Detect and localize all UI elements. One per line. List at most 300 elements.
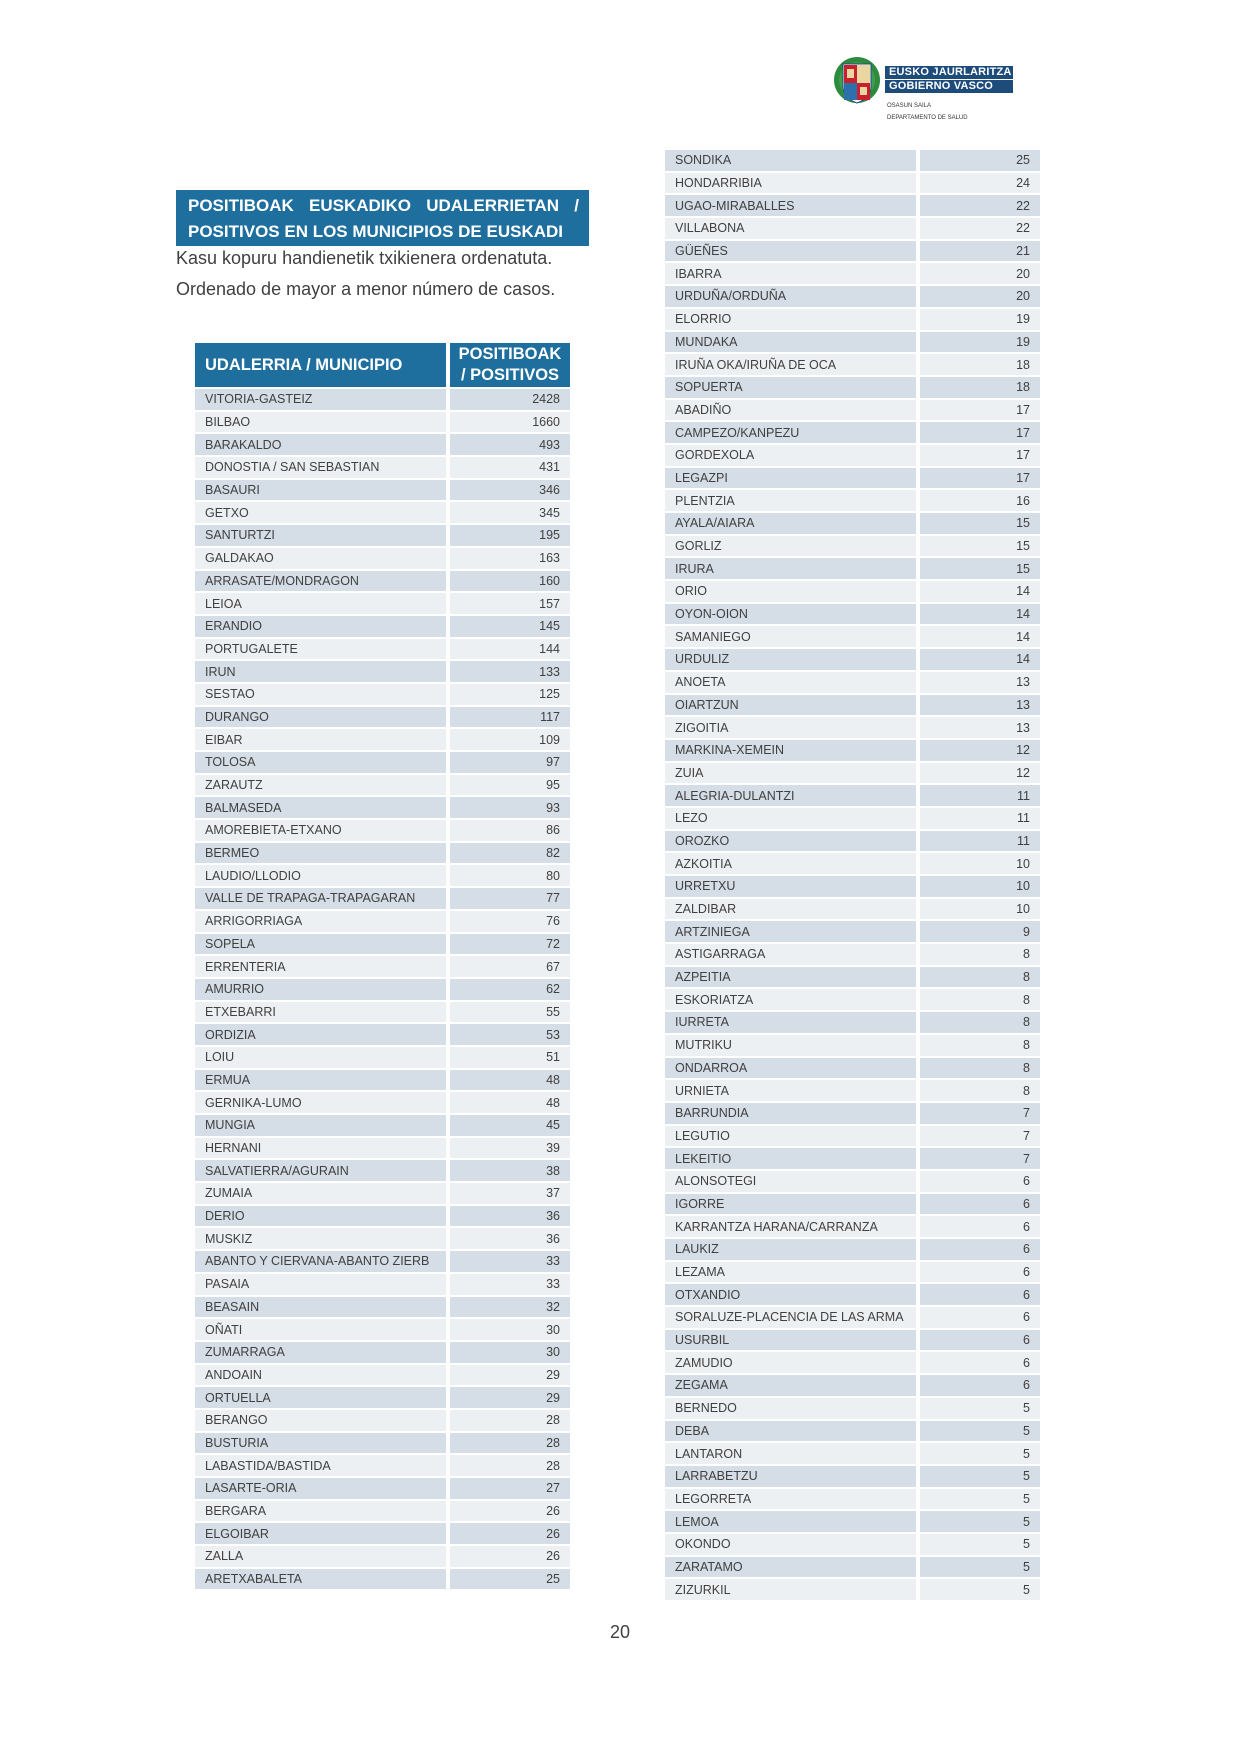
table-row [195,502,570,525]
table-row [195,1183,570,1206]
municipality-name: DONOSTIA / SAN SEBASTIAN [195,457,450,480]
municipality-name: HERNANI [195,1138,450,1161]
positive-count: 72 [450,934,570,957]
table-header-row [195,343,570,389]
municipality-name: SALVATIERRA/AGURAIN [195,1160,450,1183]
table-body-left [195,389,570,1591]
municipality-name: SOPELA [195,934,450,957]
municipality-name: OÑATI [195,1319,450,1342]
municipality-name: ABANTO Y CIERVANA-ABANTO ZIERB [195,1251,450,1274]
table-row [665,1579,1040,1602]
positive-count: 10 [920,876,1040,899]
positive-count: 5 [920,1534,1040,1557]
municipality-name: BERANGO [195,1410,450,1433]
positive-count: 493 [450,434,570,457]
municipality-name: LOIU [195,1047,450,1070]
table-row [195,1433,570,1456]
basque-government-emblem-icon [833,56,881,108]
table-row [665,1398,1040,1421]
positive-count: 30 [450,1319,570,1342]
municipality-name: SESTAO [195,684,450,707]
positive-count: 80 [450,865,570,888]
positive-count: 14 [920,649,1040,672]
positive-count: 6 [920,1216,1040,1239]
municipality-name: AMOREBIETA-ETXANO [195,820,450,843]
municipality-name: IURRETA [665,1012,920,1035]
positive-count: 6 [920,1171,1040,1194]
positive-count: 10 [920,853,1040,876]
municipality-name: LEZAMA [665,1262,920,1285]
positive-count: 12 [920,740,1040,763]
municipality-name: EIBAR [195,729,450,752]
table-row [665,400,1040,423]
table-row [665,967,1040,990]
municipality-name: AZKOITIA [665,853,920,876]
table-row [665,558,1040,581]
positive-count: 6 [920,1239,1040,1262]
table-row [665,876,1040,899]
positive-count: 25 [920,150,1040,173]
positive-count: 45 [450,1115,570,1138]
municipality-name: SOPUERTA [665,377,920,400]
municipality-name: AYALA/AIARA [665,513,920,536]
table-row [665,1194,1040,1217]
section-title-line-spanish: POSITIVOS EN LOS MUNICIPIOS DE EUSKADI [188,222,563,241]
positive-count: 55 [450,1002,570,1025]
municipality-name: BALMASEDA [195,797,450,820]
logo-department [887,100,968,124]
positive-count: 125 [450,684,570,707]
positive-count: 8 [920,944,1040,967]
table-row [195,1501,570,1524]
positive-count: 14 [920,604,1040,627]
table-row [195,1342,570,1365]
municipality-name: BEASAIN [195,1297,450,1320]
positive-count: 5 [920,1421,1040,1444]
table-row [195,934,570,957]
municipality-name: SAMANIEGO [665,626,920,649]
table-row [195,593,570,616]
municipality-name: AMURRIO [195,979,450,1002]
municipality-name: BUSTURIA [195,1433,450,1456]
positive-count: 22 [920,195,1040,218]
municipality-name: IBARRA [665,263,920,286]
positive-count: 11 [920,831,1040,854]
section-title-line-basque: POSITIBOAK EUSKADIKO UDALERRIETAN / [188,196,579,215]
municipality-name: ZEGAMA [665,1375,920,1398]
municipality-name: URDUÑA/ORDUÑA [665,286,920,309]
municipality-name: ORTUELLA [195,1387,450,1410]
municipality-name: ARETXABALETA [195,1569,450,1592]
table-row [195,1455,570,1478]
positive-count: 36 [450,1206,570,1229]
table-row [665,649,1040,672]
positive-count: 7 [920,1148,1040,1171]
table-row [195,434,570,457]
positive-count: 16 [920,490,1040,513]
table-row [665,1216,1040,1239]
table-row [665,1012,1040,1035]
municipality-name: BERNEDO [665,1398,920,1421]
positive-count: 38 [450,1160,570,1183]
table-row [665,1239,1040,1262]
table-row [665,921,1040,944]
positive-count: 15 [920,558,1040,581]
positive-count: 7 [920,1103,1040,1126]
sort-note-spanish: Ordenado de mayor a menor número de casos. [176,279,556,299]
positive-count: 22 [920,218,1040,241]
table-row [665,218,1040,241]
table-row [195,1092,570,1115]
municipality-name: GÜEÑES [665,241,920,264]
table-row [665,1103,1040,1126]
table-row [195,1206,570,1229]
municipality-name: OIARTZUN [665,695,920,718]
municipality-name: ZAMUDIO [665,1352,920,1375]
table-row [665,195,1040,218]
positive-count: 160 [450,571,570,594]
table-row [195,1138,570,1161]
table-row [665,1489,1040,1512]
positive-count: 8 [920,1012,1040,1035]
column-header-municipality: UDALERRIA / MUNICIPIO [195,343,450,389]
municipality-name: ALEGRIA-DULANTZI [665,785,920,808]
table-row [195,1297,570,1320]
municipality-name: ARRIGORRIAGA [195,911,450,934]
positive-count: 6 [920,1194,1040,1217]
positive-count: 6 [920,1330,1040,1353]
municipality-name: URNIETA [665,1080,920,1103]
table-row [195,1319,570,1342]
positive-count: 5 [920,1398,1040,1421]
positive-count: 2428 [450,389,570,412]
municipality-name: LEIOA [195,593,450,616]
municipality-name: LANTARON [665,1443,920,1466]
municipality-name: ELORRIO [665,309,920,332]
positive-count: 97 [450,752,570,775]
table-row [665,672,1040,695]
positive-count: 36 [450,1228,570,1251]
municipality-name: HONDARRIBIA [665,173,920,196]
municipality-name: ANDOAIN [195,1365,450,1388]
table-row [195,752,570,775]
table-row [195,616,570,639]
table-row [665,1307,1040,1330]
municipality-name: AZPEITIA [665,967,920,990]
positive-count: 28 [450,1455,570,1478]
positive-count: 39 [450,1138,570,1161]
positive-count: 21 [920,241,1040,264]
positive-count: 27 [450,1478,570,1501]
municipality-name: ARTZINIEGA [665,921,920,944]
municipality-name: GETXO [195,502,450,525]
positive-count: 95 [450,775,570,798]
positive-count: 17 [920,445,1040,468]
municipality-name: ZARAUTZ [195,775,450,798]
table-row [665,422,1040,445]
municipality-name: BERGARA [195,1501,450,1524]
municipality-name: ETXEBARRI [195,1002,450,1025]
table-row [665,763,1040,786]
positive-count: 8 [920,1058,1040,1081]
municipality-name: VALLE DE TRAPAGA-TRAPAGARAN [195,888,450,911]
table-row [195,1274,570,1297]
table-row [195,707,570,730]
positive-count: 20 [920,286,1040,309]
positive-count: 8 [920,989,1040,1012]
municipality-name: ORIO [665,581,920,604]
table-row [665,717,1040,740]
municipality-name: LEZO [665,808,920,831]
municipality-name: GORDEXOLA [665,445,920,468]
table-row [665,309,1040,332]
table-row [665,332,1040,355]
positive-count: 6 [920,1262,1040,1285]
municipality-name: BARRUNDIA [665,1103,920,1126]
section-title [176,190,589,246]
municipality-name: ZUMARRAGA [195,1342,450,1365]
table-row [195,775,570,798]
column-header-positives-line2: / POSITIVOS [460,366,560,384]
table-row [195,843,570,866]
positive-count: 18 [920,354,1040,377]
municipality-name: SONDIKA [665,150,920,173]
positive-count: 13 [920,672,1040,695]
municipality-name: ZALLA [195,1546,450,1569]
table-row [195,571,570,594]
positive-count: 28 [450,1410,570,1433]
municipality-name: ZUMAIA [195,1183,450,1206]
positive-count: 117 [450,707,570,730]
table-row [665,853,1040,876]
municipality-name: ESKORIATZA [665,989,920,1012]
table-row [665,944,1040,967]
positive-count: 33 [450,1251,570,1274]
table-row [665,831,1040,854]
municipality-name: SORALUZE-PLACENCIA DE LAS ARMA [665,1307,920,1330]
table-row [665,1058,1040,1081]
municipality-name: OYON-OION [665,604,920,627]
positive-count: 37 [450,1183,570,1206]
positive-count: 51 [450,1047,570,1070]
municipality-name: USURBIL [665,1330,920,1353]
municipality-name: MUSKIZ [195,1228,450,1251]
municipality-name: IRUÑA OKA/IRUÑA DE OCA [665,354,920,377]
positive-count: 48 [450,1092,570,1115]
municipality-name: ABADIÑO [665,400,920,423]
table-row [195,1228,570,1251]
positive-count: 163 [450,548,570,571]
positive-count: 48 [450,1070,570,1093]
logo-department-basque: OSASUN SAILA [887,103,932,109]
table-row [665,1262,1040,1285]
table-row [665,468,1040,491]
municipality-name: LEGUTIO [665,1126,920,1149]
positive-count: 20 [920,263,1040,286]
column-header-positives-line1: POSITIBOAK [458,345,562,363]
table-row [665,989,1040,1012]
table-row [665,241,1040,264]
municipality-name: ORDIZIA [195,1024,450,1047]
positive-count: 431 [450,457,570,480]
table-row [665,1126,1040,1149]
table-row [665,1171,1040,1194]
table-row [195,389,570,412]
table-row [195,639,570,662]
table-row [665,1511,1040,1534]
table-row [665,1035,1040,1058]
positive-count: 86 [450,820,570,843]
table-row [665,354,1040,377]
municipality-name: VILLABONA [665,218,920,241]
municipality-name: ERMUA [195,1070,450,1093]
table-row [195,729,570,752]
table-row [195,1546,570,1569]
municipality-name: CAMPEZO/KANPEZU [665,422,920,445]
municipality-name: PASAIA [195,1274,450,1297]
table-row [195,1478,570,1501]
positive-count: 76 [450,911,570,934]
table-row [195,1251,570,1274]
table-row [195,820,570,843]
positive-count: 157 [450,593,570,616]
municipality-name: DURANGO [195,707,450,730]
positive-count: 17 [920,422,1040,445]
table-row [195,1024,570,1047]
column-header-positives [450,343,570,389]
municipality-name: IRURA [665,558,920,581]
municipality-name: IGORRE [665,1194,920,1217]
municipality-name: LARRABETZU [665,1466,920,1489]
positive-count: 5 [920,1443,1040,1466]
table-row [195,956,570,979]
table-row [195,1160,570,1183]
table-row [195,412,570,435]
table-row [665,1466,1040,1489]
table-row [665,626,1040,649]
municipality-name: LAUDIO/LLODIO [195,865,450,888]
municipality-name: BASAURI [195,480,450,503]
positive-count: 144 [450,639,570,662]
table-row [195,1002,570,1025]
municipality-name: ZUIA [665,763,920,786]
municipality-name: ERRENTERIA [195,956,450,979]
positive-count: 13 [920,717,1040,740]
municipalities-table-left [195,343,570,1591]
table-row [665,173,1040,196]
table-row [665,490,1040,513]
positive-count: 145 [450,616,570,639]
positive-count: 26 [450,1501,570,1524]
table-row [195,525,570,548]
logo [833,56,1013,126]
positive-count: 5 [920,1579,1040,1602]
positive-count: 14 [920,626,1040,649]
positive-count: 7 [920,1126,1040,1149]
municipality-name: MUNGIA [195,1115,450,1138]
positive-count: 195 [450,525,570,548]
table-row [195,457,570,480]
municipality-name: ERANDIO [195,616,450,639]
table-row [665,785,1040,808]
positive-count: 33 [450,1274,570,1297]
table-row [195,888,570,911]
table-row [665,263,1040,286]
table-row [665,1148,1040,1171]
page-number: 20 [609,1622,631,1642]
positive-count: 17 [920,400,1040,423]
positive-count: 15 [920,536,1040,559]
positive-count: 12 [920,763,1040,786]
municipalities-table-right [665,150,1040,1602]
table-row [665,695,1040,718]
positive-count: 10 [920,899,1040,922]
logo-text-spanish: GOBIERNO VASCO [885,79,1013,93]
table-row [195,1410,570,1433]
positive-count: 8 [920,1035,1040,1058]
table-body-right [665,150,1040,1602]
positive-count: 19 [920,309,1040,332]
positive-count: 14 [920,581,1040,604]
municipality-name: BILBAO [195,412,450,435]
municipality-name: ANOETA [665,672,920,695]
table-row [665,1557,1040,1580]
municipality-name: DERIO [195,1206,450,1229]
table-row [195,1115,570,1138]
positive-count: 67 [450,956,570,979]
positive-count: 93 [450,797,570,820]
table-row [195,1365,570,1388]
table-row [665,536,1040,559]
municipality-name: ALONSOTEGI [665,1171,920,1194]
municipality-name: GERNIKA-LUMO [195,1092,450,1115]
municipality-name: VITORIA-GASTEIZ [195,389,450,412]
table-row [195,1523,570,1546]
positive-count: 5 [920,1489,1040,1512]
table-row [665,1421,1040,1444]
municipality-name: LASARTE-ORIA [195,1478,450,1501]
positive-count: 9 [920,921,1040,944]
table-row [665,150,1040,173]
positive-count: 109 [450,729,570,752]
municipality-name: BARAKALDO [195,434,450,457]
table-row [195,548,570,571]
table-row [665,1375,1040,1398]
municipality-name: MARKINA-XEMEIN [665,740,920,763]
table-row [195,1387,570,1410]
municipality-name: LEKEITIO [665,1148,920,1171]
municipality-name: OROZKO [665,831,920,854]
municipality-name: URDULIZ [665,649,920,672]
municipality-name: GALDAKAO [195,548,450,571]
municipality-name: ZALDIBAR [665,899,920,922]
municipality-name: ZARATAMO [665,1557,920,1580]
municipality-name: ELGOIBAR [195,1523,450,1546]
logo-department-spanish: DEPARTAMENTO DE SALUD [887,115,968,121]
municipality-name: SANTURTZI [195,525,450,548]
municipality-name: OTXANDIO [665,1284,920,1307]
positive-count: 345 [450,502,570,525]
table-row [195,1047,570,1070]
table-row [195,661,570,684]
table-row [665,1080,1040,1103]
table-row [195,1070,570,1093]
positive-count: 8 [920,1080,1040,1103]
municipality-name: LEGAZPI [665,468,920,491]
municipality-name: ARRASATE/MONDRAGON [195,571,450,594]
municipality-name: MUNDAKA [665,332,920,355]
positive-count: 32 [450,1297,570,1320]
